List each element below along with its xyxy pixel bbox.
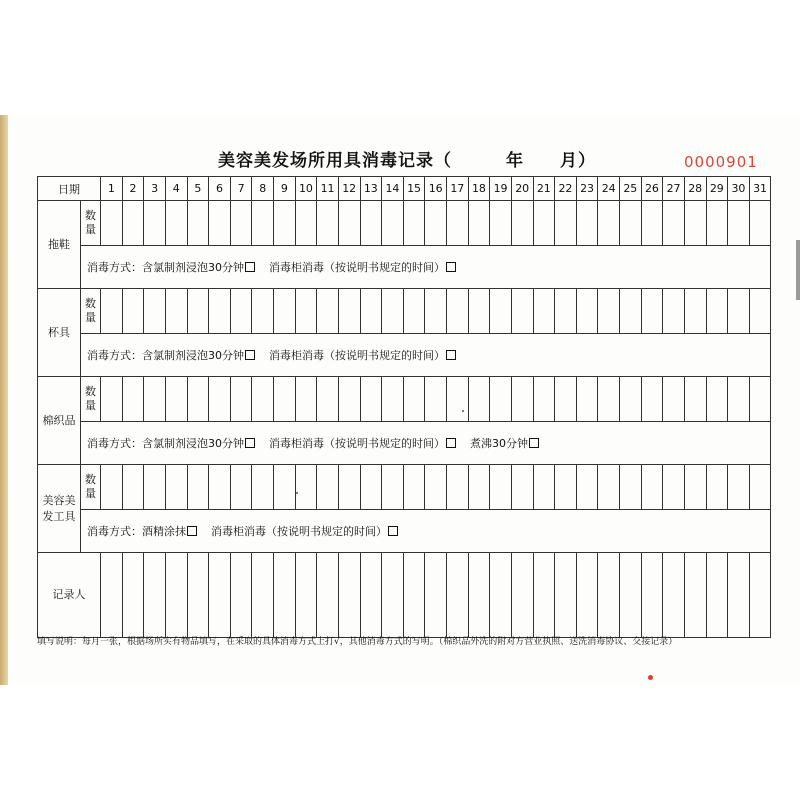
quantity-cell[interactable] xyxy=(295,377,317,422)
day-header: 10 xyxy=(295,177,317,201)
day-header: 2 xyxy=(122,177,144,201)
quantity-cell[interactable] xyxy=(425,201,447,246)
recorder-cell[interactable] xyxy=(338,553,360,638)
quantity-cell[interactable] xyxy=(749,377,771,422)
quantity-cell[interactable] xyxy=(490,201,512,246)
quantity-cell[interactable] xyxy=(663,377,685,422)
recorder-cell[interactable] xyxy=(425,553,447,638)
day-header: 26 xyxy=(641,177,663,201)
day-header: 20 xyxy=(511,177,533,201)
method-prefix: 消毒方式： xyxy=(87,349,142,362)
quantity-cell[interactable] xyxy=(274,465,296,510)
quantity-cell[interactable] xyxy=(598,289,620,334)
recorder-cell[interactable] xyxy=(230,553,252,638)
method-checkbox[interactable] xyxy=(245,438,255,448)
quantity-cell[interactable] xyxy=(468,377,490,422)
quantity-cell[interactable] xyxy=(144,377,166,422)
recorder-cell[interactable] xyxy=(490,553,512,638)
recorder-cell[interactable] xyxy=(382,553,404,638)
method-prefix: 消毒方式： xyxy=(87,437,142,450)
item-label xyxy=(38,201,81,289)
quantity-cell[interactable] xyxy=(576,201,598,246)
quantity-cell[interactable] xyxy=(684,377,706,422)
quantity-cell[interactable] xyxy=(382,201,404,246)
quantity-cell[interactable] xyxy=(555,289,577,334)
quantity-label xyxy=(81,465,101,510)
quantity-cell[interactable] xyxy=(576,377,598,422)
recorder-cell[interactable] xyxy=(620,553,642,638)
day-header: 5 xyxy=(187,177,209,201)
quantity-cell[interactable] xyxy=(187,289,209,334)
day-header: 3 xyxy=(144,177,166,201)
quantity-cell[interactable] xyxy=(706,289,728,334)
day-header: 30 xyxy=(728,177,750,201)
quantity-cell[interactable] xyxy=(403,377,425,422)
quantity-cell[interactable] xyxy=(122,377,144,422)
quantity-cell[interactable] xyxy=(403,465,425,510)
quantity-cell[interactable] xyxy=(382,465,404,510)
method-option-label: 消毒柜消毒（按说明书规定的时间） xyxy=(269,349,445,362)
quantity-cell[interactable] xyxy=(728,377,750,422)
recorder-label: 记录人 xyxy=(38,553,101,638)
quantity-cell[interactable] xyxy=(101,201,123,246)
quantity-cell[interactable] xyxy=(230,201,252,246)
binding-edge xyxy=(0,115,8,685)
quantity-cell[interactable] xyxy=(360,377,382,422)
quantity-cell[interactable] xyxy=(382,289,404,334)
quantity-cell[interactable] xyxy=(641,289,663,334)
quantity-cell[interactable] xyxy=(144,465,166,510)
quantity-cell[interactable] xyxy=(317,289,339,334)
quantity-cell[interactable] xyxy=(252,289,274,334)
recorder-cell[interactable] xyxy=(749,553,771,638)
day-header: 27 xyxy=(663,177,685,201)
quantity-cell[interactable] xyxy=(447,465,469,510)
fill-instructions: 填写说明：每月一张，根据场所实有物品填写，在采取的具体消毒方式上打√，其他消毒方式的写明。（棉织品外洗的附对方营业执照、送洗消毒协议、交接记录） xyxy=(37,637,678,647)
quantity-cell[interactable] xyxy=(598,377,620,422)
quantity-cell[interactable] xyxy=(274,201,296,246)
item-name: 棉织品 xyxy=(42,413,76,427)
quantity-cell[interactable] xyxy=(620,465,642,510)
recorder-cell[interactable] xyxy=(317,553,339,638)
recorder-cell[interactable] xyxy=(706,553,728,638)
quantity-cell[interactable] xyxy=(165,289,187,334)
day-header: 8 xyxy=(252,177,274,201)
quantity-cell[interactable] xyxy=(274,377,296,422)
quantity-cell[interactable] xyxy=(533,201,555,246)
method-row xyxy=(81,422,771,465)
quantity-cell[interactable] xyxy=(706,201,728,246)
day-header: 21 xyxy=(533,177,555,201)
recorder-cell[interactable] xyxy=(533,553,555,638)
quantity-cell[interactable] xyxy=(425,289,447,334)
recorder-cell[interactable] xyxy=(403,553,425,638)
quantity-cell[interactable] xyxy=(641,377,663,422)
quantity-cell[interactable] xyxy=(749,289,771,334)
quantity-cell[interactable] xyxy=(490,377,512,422)
quantity-label xyxy=(81,377,101,422)
quantity-cell[interactable] xyxy=(230,465,252,510)
recorder-cell[interactable] xyxy=(663,553,685,638)
recorder-cell[interactable] xyxy=(122,553,144,638)
method-option-label: 消毒柜消毒（按说明书规定的时间） xyxy=(269,261,445,274)
method-option-label: 含氯制剂浸泡30分钟 xyxy=(142,349,244,362)
day-header: 15 xyxy=(403,177,425,201)
quantity-cell[interactable] xyxy=(360,289,382,334)
quantity-label xyxy=(81,201,101,246)
disinfection-record-table xyxy=(37,176,771,638)
day-header: 19 xyxy=(490,177,512,201)
quantity-cell[interactable] xyxy=(684,289,706,334)
quantity-cell[interactable] xyxy=(555,201,577,246)
quantity-cell[interactable] xyxy=(122,201,144,246)
day-header: 12 xyxy=(338,177,360,201)
quantity-cell[interactable] xyxy=(101,377,123,422)
quantity-cell[interactable] xyxy=(641,201,663,246)
method-checkbox[interactable] xyxy=(446,438,456,448)
quantity-label-text: 数量 xyxy=(85,297,96,324)
quantity-cell[interactable] xyxy=(728,289,750,334)
speck xyxy=(462,410,464,412)
quantity-cell[interactable] xyxy=(576,465,598,510)
quantity-cell[interactable] xyxy=(252,377,274,422)
method-row xyxy=(81,510,771,553)
quantity-cell[interactable] xyxy=(749,465,771,510)
quantity-cell[interactable] xyxy=(122,465,144,510)
item-name: 美容美发工具 xyxy=(42,493,76,523)
quantity-cell[interactable] xyxy=(295,465,317,510)
quantity-cell[interactable] xyxy=(403,201,425,246)
quantity-label-text: 数量 xyxy=(85,473,96,500)
method-checkbox[interactable] xyxy=(529,438,539,448)
quantity-cell[interactable] xyxy=(706,465,728,510)
item-name: 拖鞋 xyxy=(48,237,70,251)
quantity-cell[interactable] xyxy=(447,289,469,334)
quantity-cell[interactable] xyxy=(295,289,317,334)
quantity-cell[interactable] xyxy=(447,377,469,422)
quantity-cell[interactable] xyxy=(468,201,490,246)
quantity-cell[interactable] xyxy=(620,377,642,422)
quantity-cell[interactable] xyxy=(555,465,577,510)
quantity-cell[interactable] xyxy=(511,289,533,334)
recorder-cell[interactable] xyxy=(576,553,598,638)
day-header: 11 xyxy=(317,177,339,201)
ink-stain xyxy=(648,675,653,680)
recorder-cell[interactable] xyxy=(598,553,620,638)
recorder-cell[interactable] xyxy=(144,553,166,638)
quantity-cell[interactable] xyxy=(252,201,274,246)
recorder-cell[interactable] xyxy=(252,553,274,638)
day-header: 4 xyxy=(165,177,187,201)
recorder-cell[interactable] xyxy=(165,553,187,638)
quantity-cell[interactable] xyxy=(641,465,663,510)
quantity-cell[interactable] xyxy=(360,465,382,510)
quantity-cell[interactable] xyxy=(295,201,317,246)
method-option-label: 消毒柜消毒（按说明书规定的时间） xyxy=(211,525,387,538)
day-header: 24 xyxy=(598,177,620,201)
quantity-cell[interactable] xyxy=(338,377,360,422)
quantity-cell[interactable] xyxy=(684,465,706,510)
quantity-cell[interactable] xyxy=(598,465,620,510)
method-checkbox[interactable] xyxy=(245,350,255,360)
quantity-cell[interactable] xyxy=(230,289,252,334)
quantity-cell[interactable] xyxy=(576,289,598,334)
quantity-cell[interactable] xyxy=(663,289,685,334)
recorder-cell[interactable] xyxy=(468,553,490,638)
day-header: 7 xyxy=(230,177,252,201)
recorder-cell[interactable] xyxy=(555,553,577,638)
item-label xyxy=(38,465,81,553)
recorder-cell[interactable] xyxy=(101,553,123,638)
recorder-cell[interactable] xyxy=(684,553,706,638)
recorder-cell[interactable] xyxy=(209,553,231,638)
quantity-cell[interactable] xyxy=(209,289,231,334)
quantity-cell[interactable] xyxy=(101,465,123,510)
item-label xyxy=(38,377,81,465)
item-name: 杯具 xyxy=(48,325,70,339)
quantity-cell[interactable] xyxy=(620,201,642,246)
quantity-cell[interactable] xyxy=(144,289,166,334)
quantity-cell[interactable] xyxy=(468,465,490,510)
quantity-cell[interactable] xyxy=(165,465,187,510)
quantity-cell[interactable] xyxy=(447,201,469,246)
quantity-cell[interactable] xyxy=(317,377,339,422)
day-header: 28 xyxy=(684,177,706,201)
quantity-cell[interactable] xyxy=(490,465,512,510)
quantity-cell[interactable] xyxy=(533,377,555,422)
serial-number: 0000901 xyxy=(684,153,758,171)
method-prefix: 消毒方式： xyxy=(87,525,142,538)
recorder-cell[interactable] xyxy=(360,553,382,638)
method-row xyxy=(81,334,771,377)
method-row xyxy=(81,246,771,289)
recorder-cell[interactable] xyxy=(187,553,209,638)
quantity-cell[interactable] xyxy=(101,289,123,334)
day-header: 18 xyxy=(468,177,490,201)
day-header: 25 xyxy=(620,177,642,201)
recorder-cell[interactable] xyxy=(641,553,663,638)
quantity-cell[interactable] xyxy=(187,201,209,246)
quantity-cell[interactable] xyxy=(728,465,750,510)
quantity-cell[interactable] xyxy=(317,201,339,246)
quantity-cell[interactable] xyxy=(511,377,533,422)
quantity-cell[interactable] xyxy=(165,201,187,246)
method-checkbox[interactable] xyxy=(187,526,197,536)
quantity-cell[interactable] xyxy=(533,465,555,510)
day-header: 29 xyxy=(706,177,728,201)
day-header: 14 xyxy=(382,177,404,201)
day-header: 17 xyxy=(447,177,469,201)
date-label: 日期 xyxy=(38,177,101,201)
quantity-label-text: 数量 xyxy=(85,209,96,236)
quantity-cell[interactable] xyxy=(209,465,231,510)
quantity-cell[interactable] xyxy=(144,201,166,246)
quantity-cell[interactable] xyxy=(230,377,252,422)
quantity-label xyxy=(81,289,101,334)
recorder-cell[interactable] xyxy=(728,553,750,638)
quantity-cell[interactable] xyxy=(122,289,144,334)
quantity-cell[interactable] xyxy=(663,465,685,510)
method-prefix: 消毒方式： xyxy=(87,261,142,274)
method-option-label: 含氯制剂浸泡30分钟 xyxy=(142,261,244,274)
quantity-cell[interactable] xyxy=(620,289,642,334)
quantity-cell[interactable] xyxy=(511,201,533,246)
quantity-cell[interactable] xyxy=(555,377,577,422)
method-option-label: 含氯制剂浸泡30分钟 xyxy=(142,437,244,450)
quantity-cell[interactable] xyxy=(274,289,296,334)
method-option-label: 煮沸30分钟 xyxy=(470,437,528,450)
quantity-cell[interactable] xyxy=(598,201,620,246)
day-header: 23 xyxy=(576,177,598,201)
day-header: 13 xyxy=(360,177,382,201)
day-header: 6 xyxy=(209,177,231,201)
recorder-cell[interactable] xyxy=(274,553,296,638)
method-checkbox[interactable] xyxy=(245,262,255,272)
quantity-cell[interactable] xyxy=(490,289,512,334)
quantity-cell[interactable] xyxy=(403,289,425,334)
quantity-cell[interactable] xyxy=(533,289,555,334)
recorder-cell[interactable] xyxy=(295,553,317,638)
quantity-cell[interactable] xyxy=(663,201,685,246)
quantity-cell[interactable] xyxy=(165,377,187,422)
quantity-cell[interactable] xyxy=(209,377,231,422)
method-checkbox[interactable] xyxy=(446,350,456,360)
quantity-cell[interactable] xyxy=(382,377,404,422)
day-header: 1 xyxy=(101,177,123,201)
quantity-cell[interactable] xyxy=(468,289,490,334)
quantity-cell[interactable] xyxy=(425,377,447,422)
quantity-cell[interactable] xyxy=(187,377,209,422)
method-option-label: 酒精涂抹 xyxy=(142,525,186,538)
quantity-cell[interactable] xyxy=(338,201,360,246)
recorder-cell[interactable] xyxy=(511,553,533,638)
quantity-cell[interactable] xyxy=(317,465,339,510)
speck xyxy=(296,492,298,494)
quantity-cell[interactable] xyxy=(511,465,533,510)
recorder-cell[interactable] xyxy=(447,553,469,638)
form-title: 美容美发场所用具消毒记录（ 年 月） xyxy=(218,151,596,171)
quantity-cell[interactable] xyxy=(749,201,771,246)
quantity-cell[interactable] xyxy=(360,201,382,246)
quantity-cell[interactable] xyxy=(425,465,447,510)
quantity-cell[interactable] xyxy=(728,201,750,246)
method-checkbox[interactable] xyxy=(388,526,398,536)
quantity-label-text: 数量 xyxy=(85,385,96,412)
quantity-cell[interactable] xyxy=(187,465,209,510)
day-header: 22 xyxy=(555,177,577,201)
day-header: 16 xyxy=(425,177,447,201)
item-label xyxy=(38,289,81,377)
quantity-cell[interactable] xyxy=(209,201,231,246)
day-header: 31 xyxy=(749,177,771,201)
quantity-cell[interactable] xyxy=(338,289,360,334)
page-shadow xyxy=(796,240,800,300)
quantity-cell[interactable] xyxy=(706,377,728,422)
quantity-cell[interactable] xyxy=(684,201,706,246)
day-header: 9 xyxy=(274,177,296,201)
method-option-label: 消毒柜消毒（按说明书规定的时间） xyxy=(269,437,445,450)
method-checkbox[interactable] xyxy=(446,262,456,272)
quantity-cell[interactable] xyxy=(338,465,360,510)
quantity-cell[interactable] xyxy=(252,465,274,510)
